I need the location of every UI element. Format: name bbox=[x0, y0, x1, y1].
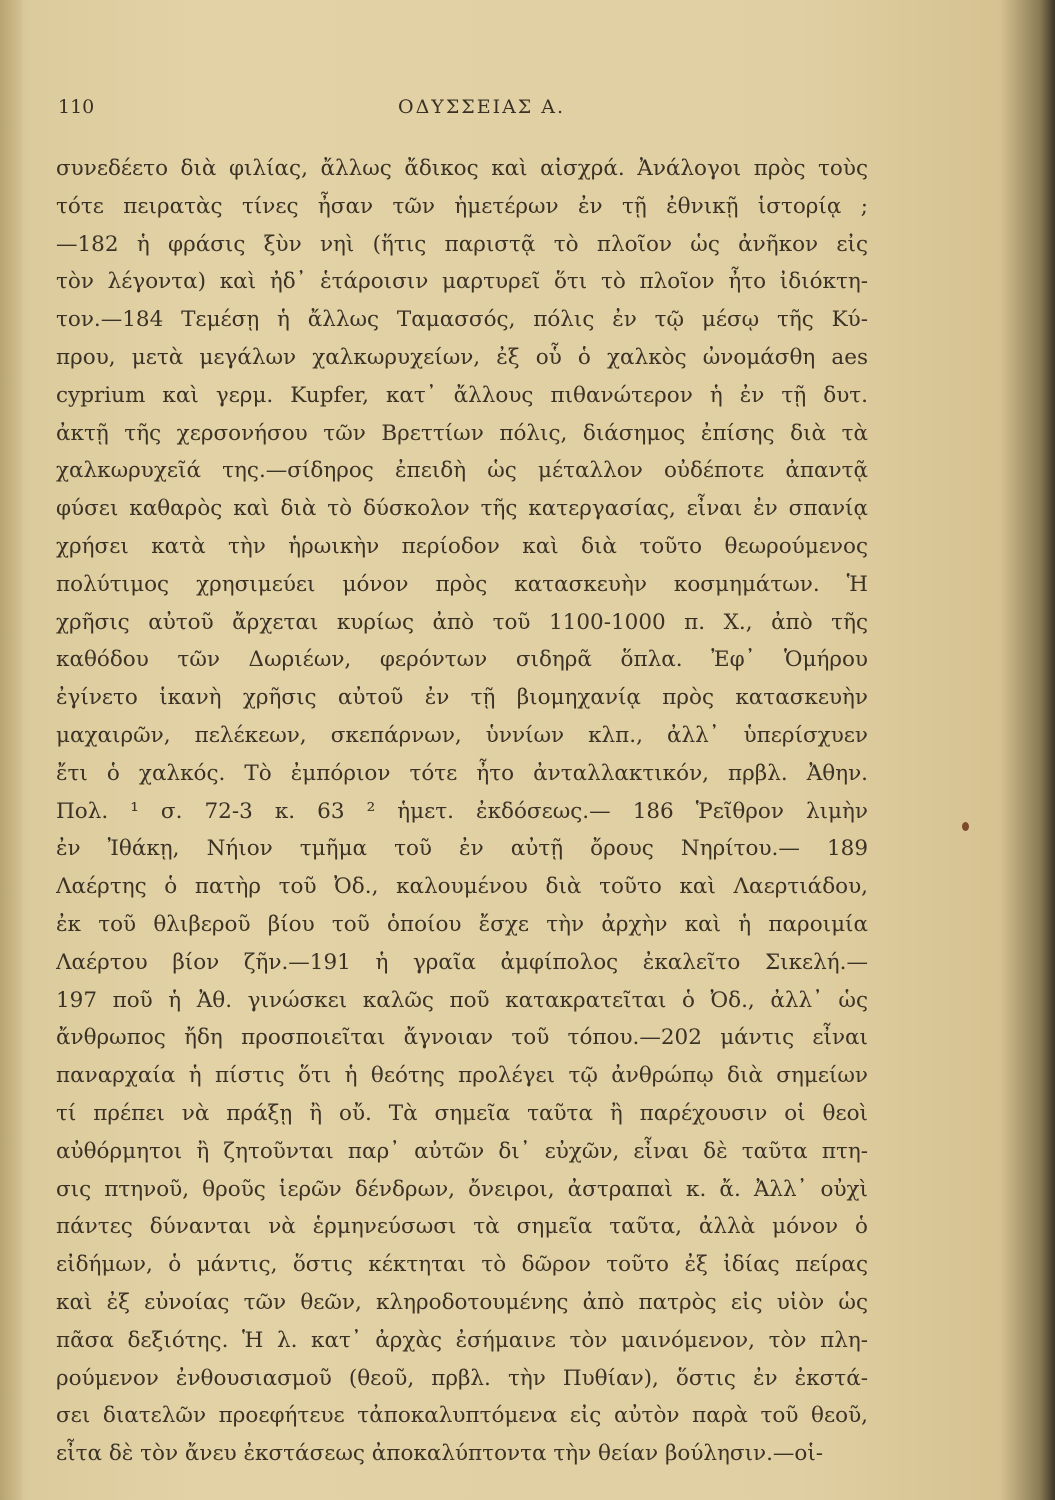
text-line: 197 ποῦ ἡ Ἀθ. γινώσκει καλῶς ποῦ κατακρατεῖται ὁ Ὀδ., ἀλλ᾽ ὡς bbox=[56, 987, 868, 1013]
text-line: πρου, μετὰ μεγάλων χαλκωρυχείων, ἐξ οὗ ὁ χαλκὸς ὠνομάσθη aes bbox=[56, 344, 868, 370]
text-line: σει διατελῶν προεφήτευε τἀποκαλυπτόμενα εἰς αὐτὸν παρὰ τοῦ θεοῦ, bbox=[56, 1403, 868, 1429]
text-line: ἐγίνετο ἱκανὴ χρῆσις αὐτοῦ ἐν τῇ βιομηχανίᾳ πρὸς κατασκευὴν bbox=[56, 685, 868, 711]
text-line: ἐν Ἰθάκῃ, Νήιον τμῆμα τοῦ ἐν αὐτῇ ὄρους Νηρίτου.— 189 bbox=[56, 836, 868, 862]
page-header bbox=[0, 96, 1055, 130]
text-line: πολύτιμος χρησιμεύει μόνον πρὸς κατασκευὴν κοσμημάτων. Ἡ bbox=[56, 571, 868, 597]
text-line: καὶ ἐξ εὐνοίας τῶν θεῶν, κληροδοτουμένης ἀπὸ πατρὸς εἰς υἱὸν ὡς bbox=[56, 1289, 868, 1315]
text-line: τὸν λέγοντα) καὶ ἠδ᾽ ἑτάροισιν μαρτυρεῖ ὅτι τὸ πλοῖον ἦτο ἰδιόκτη- bbox=[56, 269, 868, 295]
text-line: —182 ἡ φράσις ξὺν νηὶ (ἥτις παριστᾷ τὸ πλοῖον ὡς ἀνῆκον εἰς bbox=[56, 231, 868, 257]
text-line: εἰδήμων, ὁ μάντις, ὅστις κέκτηται τὸ δῶρον τοῦτο ἐξ ἰδίας πείρας bbox=[56, 1252, 868, 1278]
text-line: χρήσει κατὰ τὴν ἡρωικὴν περίοδον καὶ διὰ τοῦτο θεωρούμενος bbox=[56, 533, 868, 559]
text-line: αὐθόρμητοι ἢ ζητοῦνται παρ᾽ αὐτῶν δι᾽ εὐχῶν, εἶναι δὲ ταῦτα πτη- bbox=[56, 1138, 868, 1164]
text-line: Λαέρτου βίον ζῆν.—191 ἡ γραῖα ἀμφίπολος ἐκαλεῖτο Σικελή.— bbox=[56, 949, 868, 975]
text-line: μαχαιρῶν, πελέκεων, σκεπάρνων, ὑννίων κλπ., ἀλλ᾽ ὑπερίσχυεν bbox=[56, 722, 868, 748]
text-line: φύσει καθαρὸς καὶ διὰ τὸ δύσκολον τῆς κατεργασίας, εἶναι ἐν σπανίᾳ bbox=[56, 496, 868, 522]
text-line: συνεδέετο διὰ φιλίας, ἄλλως ἄδικος καὶ αἰσχρά. Ἀνάλογοι πρὸς τοὺς bbox=[56, 156, 868, 181]
running-title: ΟΔΥΣΣΕΙΑΣ Α. bbox=[398, 96, 566, 118]
text-line: τότε πειρατὰς τίνες ἦσαν τῶν ἡμετέρων ἐν τῇ ἐθνικῇ ἱστορίᾳ ; bbox=[56, 193, 868, 219]
page-number: 110 bbox=[58, 96, 95, 118]
text-line: Πολ. ¹ σ. 72-3 κ. 63 ² ἡμετ. ἐκδόσεως.— 186 Ῥεῖθρον λιμὴν bbox=[56, 798, 868, 824]
text-line: πάντες δύνανται νὰ ἑρμηνεύσωσι τὰ σημεῖα ταῦτα, ἀλλὰ μόνον ὁ bbox=[56, 1214, 868, 1240]
text-line: καθόδου τῶν Δωριέων, φερόντων σιδηρᾶ ὅπλα. Ἐφ᾽ Ὁμήρου bbox=[56, 647, 868, 673]
text-line: ἐκ τοῦ θλιβεροῦ βίου τοῦ ὁποίου ἔσχε τὴν ἀρχὴν καὶ ἡ παροιμία bbox=[56, 911, 868, 937]
text-line: ρούμενον ἐνθουσιασμοῦ (θεοῦ, πρβλ. τὴν Πυθίαν), ὅστις ἐν ἐκστά- bbox=[56, 1365, 868, 1391]
text-line: cyprium καὶ γερμ. Kupfer, κατ᾽ ἄλλους πιθανώτερον ἡ ἐν τῇ δυτ. bbox=[56, 382, 868, 408]
text-line: χαλκωρυχεῖά της.—σίδηρος ἐπειδὴ ὡς μέταλλον οὐδέποτε ἀπαντᾷ bbox=[56, 458, 868, 484]
text-line: πᾶσα δεξιότης. Ἡ λ. κατ᾽ ἀρχὰς ἐσήμαινε τὸν μαινόμενον, τὸν πλη- bbox=[56, 1327, 868, 1353]
text-line: τί πρέπει νὰ πράξῃ ἢ οὔ. Τὰ σημεῖα ταῦτα ἢ παρέχουσιν οἱ θεοὶ bbox=[56, 1100, 868, 1126]
text-line: σις πτηνοῦ, θροῦς ἱερῶν δένδρων, ὄνειροι, ἀστραπαὶ κ. ἄ. Ἀλλ᾽ οὐχὶ bbox=[56, 1176, 868, 1202]
text-line: ἀκτῇ τῆς χερσονήσου τῶν Βρεττίων πόλις, διάσημος ἐπίσης διὰ τὰ bbox=[56, 420, 868, 446]
commentary-text bbox=[56, 150, 868, 1473]
text-line: παναρχαία ἡ πίστις ὅτι ἡ θεότης προλέγει τῷ ἀνθρώπῳ διὰ σημείων bbox=[56, 1063, 868, 1089]
text-line: ἄνθρωπος ἤδη προσποιεῖται ἄγνοιαν τοῦ τόπου.—202 μάντις εἶναι bbox=[56, 1025, 868, 1051]
text-line: Λαέρτης ὁ πατὴρ τοῦ Ὀδ., καλουμένου διὰ τοῦτο καὶ Λαερτιάδου, bbox=[56, 874, 868, 900]
text-line: τον.—184 Τεμέσῃ ἡ ἄλλως Ταμασσός, πόλις ἐν τῷ μέσῳ τῆς Κύ- bbox=[56, 307, 868, 333]
text-line: ἔτι ὁ χαλκός. Τὸ ἐμπόριον τότε ἦτο ἀνταλλακτικόν, πρβλ. Ἀθην. bbox=[56, 760, 868, 786]
text-line: εἶτα δὲ τὸν ἄνευ ἐκστάσεως ἀποκαλύπτοντα τὴν θείαν βούλησιν.—οἱ- bbox=[56, 1441, 824, 1467]
text-line: χρῆσις αὐτοῦ ἄρχεται κυρίως ἀπὸ τοῦ 1100-1000 π. Χ., ἀπὸ τῆς bbox=[56, 609, 868, 635]
ink-spot bbox=[962, 822, 969, 831]
page-gutter bbox=[0, 0, 22, 1500]
